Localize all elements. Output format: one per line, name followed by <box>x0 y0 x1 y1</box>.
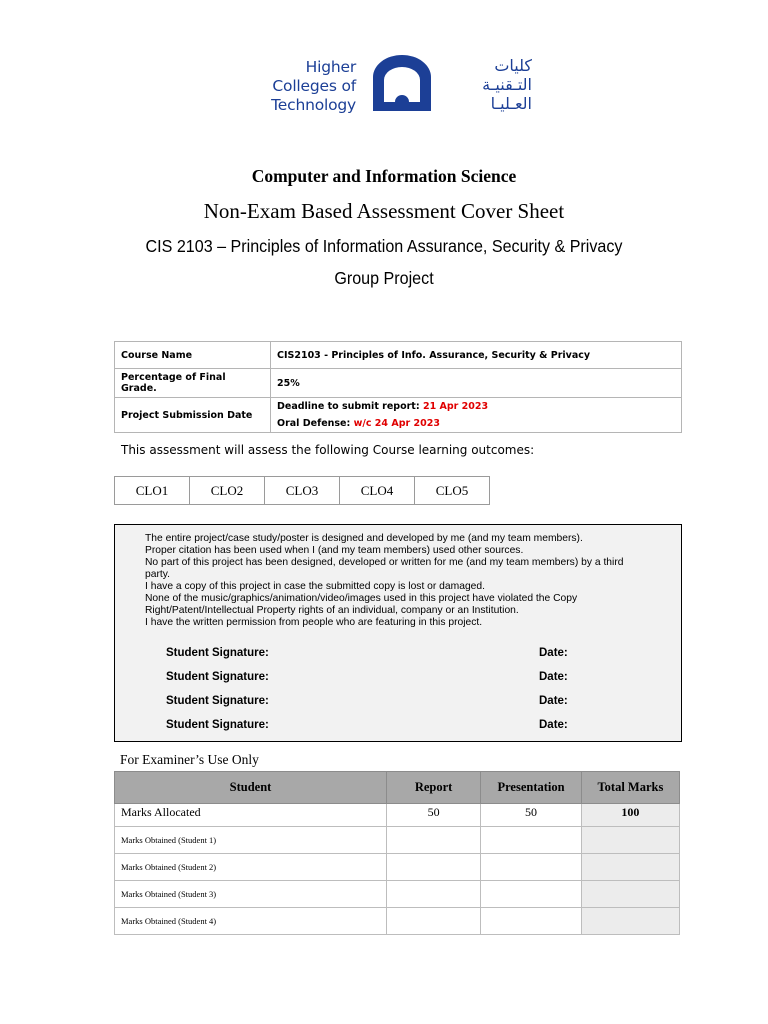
signature-label: Student Signature: <box>166 647 269 659</box>
declaration-line: The entire project/case study/poster is designed and developed by me (and my team members). <box>145 533 583 544</box>
marks-obtained-label: Marks Obtained (Student 1) <box>115 827 387 854</box>
column-header: Total Marks <box>581 772 679 804</box>
clo-item: CLO4 <box>340 477 415 504</box>
deadline-date: 21 Apr 2023 <box>422 401 489 412</box>
oral-date: w/c 24 Apr 2023 <box>353 418 440 429</box>
total-mark-cell <box>581 827 679 854</box>
hct-logo-icon <box>371 53 433 113</box>
report-mark-cell[interactable] <box>386 854 480 881</box>
percentage-value: 25% <box>271 369 682 398</box>
marks-obtained-label: Marks Obtained (Student 2) <box>115 854 387 881</box>
logo-line: Colleges of <box>272 77 356 95</box>
declaration-text <box>145 533 665 629</box>
total-mark-cell <box>581 881 679 908</box>
table-row <box>115 881 680 908</box>
signature-label: Student Signature: <box>166 719 269 731</box>
course-name-value: CIS2103 - Principles of Info. Assurance, Security & Privacy <box>271 342 682 369</box>
submission-dates <box>271 398 682 433</box>
declaration-line: No part of this project has been designed, developed or written for me (and my team members) by a third <box>145 557 624 568</box>
declaration-line: Right/Patent/Intellectual Property rights of an individual, company or an Institution. <box>145 605 519 616</box>
table-row <box>115 827 680 854</box>
logo-line: التـقنيـة <box>482 75 532 94</box>
date-label: Date: <box>539 695 568 707</box>
clo-item: CLO1 <box>115 477 190 504</box>
date-label: Date: <box>539 671 568 683</box>
total-mark-cell <box>581 854 679 881</box>
column-header: Student <box>115 772 387 804</box>
deadline-line <box>277 398 675 415</box>
course-heading: CIS 2103 – Principles of Information Assurance, Security & Privacy <box>145 236 623 256</box>
logo-line: كليات <box>494 56 532 75</box>
course-info-table <box>114 341 682 433</box>
logo-line: العـليـا <box>490 94 532 113</box>
declaration-line: None of the music/graphics/animation/video/images used in this project have violated the Copy <box>145 593 578 604</box>
total-mark-cell <box>581 908 679 935</box>
submission-label: Project Submission Date <box>115 398 271 433</box>
declaration-line: I have the written permission from people who are featuring in this project. <box>145 617 483 628</box>
percentage-label: Percentage of Final Grade. <box>115 369 271 398</box>
declaration-line: I have a copy of this project in case the submitted copy is lost or damaged. <box>145 581 485 592</box>
presentation-mark-cell[interactable] <box>481 908 582 935</box>
signature-row <box>166 719 646 731</box>
page-title: Non-Exam Based Assessment Cover Sheet <box>203 199 565 223</box>
report-mark-cell[interactable] <box>386 908 480 935</box>
column-header: Report <box>386 772 480 804</box>
logo-english-text <box>258 58 356 115</box>
allocated-report: 50 <box>386 804 480 827</box>
report-mark-cell[interactable] <box>386 827 480 854</box>
date-label: Date: <box>539 719 568 731</box>
signature-row <box>166 671 646 683</box>
logo-arabic-text <box>440 56 532 113</box>
clo-item: CLO3 <box>265 477 340 504</box>
logo-line: Technology <box>271 96 356 114</box>
declaration-line: Proper citation has been used when I (and my team members) used other sources. <box>145 545 524 556</box>
presentation-mark-cell[interactable] <box>481 854 582 881</box>
signature-label: Student Signature: <box>166 671 269 683</box>
declaration-box <box>114 524 682 742</box>
table-row <box>115 342 682 369</box>
table-row <box>115 804 680 827</box>
marks-table <box>114 771 680 935</box>
presentation-mark-cell[interactable] <box>481 881 582 908</box>
table-row <box>115 398 682 433</box>
department-title: Computer and Information Science <box>251 166 517 186</box>
table-header-row <box>115 772 680 804</box>
clo-intro-text: This assessment will assess the following Course learning outcomes: <box>121 443 535 457</box>
allocated-presentation: 50 <box>481 804 582 827</box>
declaration-line: party. <box>145 569 170 580</box>
marks-obtained-label: Marks Obtained (Student 3) <box>115 881 387 908</box>
table-row <box>115 369 682 398</box>
oral-line <box>277 415 675 432</box>
clo-list <box>114 476 490 505</box>
clo-item: CLO2 <box>190 477 265 504</box>
table-row <box>115 854 680 881</box>
deadline-prefix: Deadline to submit report: <box>277 401 420 412</box>
oral-prefix: Oral Defense: <box>277 418 351 429</box>
date-label: Date: <box>539 647 568 659</box>
marks-allocated-label: Marks Allocated <box>115 804 387 827</box>
project-type: Group Project <box>334 268 434 288</box>
allocated-total: 100 <box>581 804 679 827</box>
marks-obtained-label: Marks Obtained (Student 4) <box>115 908 387 935</box>
column-header: Presentation <box>481 772 582 804</box>
course-name-label: Course Name <box>115 342 271 369</box>
report-mark-cell[interactable] <box>386 881 480 908</box>
table-row <box>115 908 680 935</box>
signature-row <box>166 647 646 659</box>
signature-row <box>166 695 646 707</box>
clo-item: CLO5 <box>435 483 469 498</box>
presentation-mark-cell[interactable] <box>481 827 582 854</box>
examiner-caption: For Examiner’s Use Only <box>120 752 259 767</box>
signature-label: Student Signature: <box>166 695 269 707</box>
logo-line: Higher <box>305 58 356 76</box>
